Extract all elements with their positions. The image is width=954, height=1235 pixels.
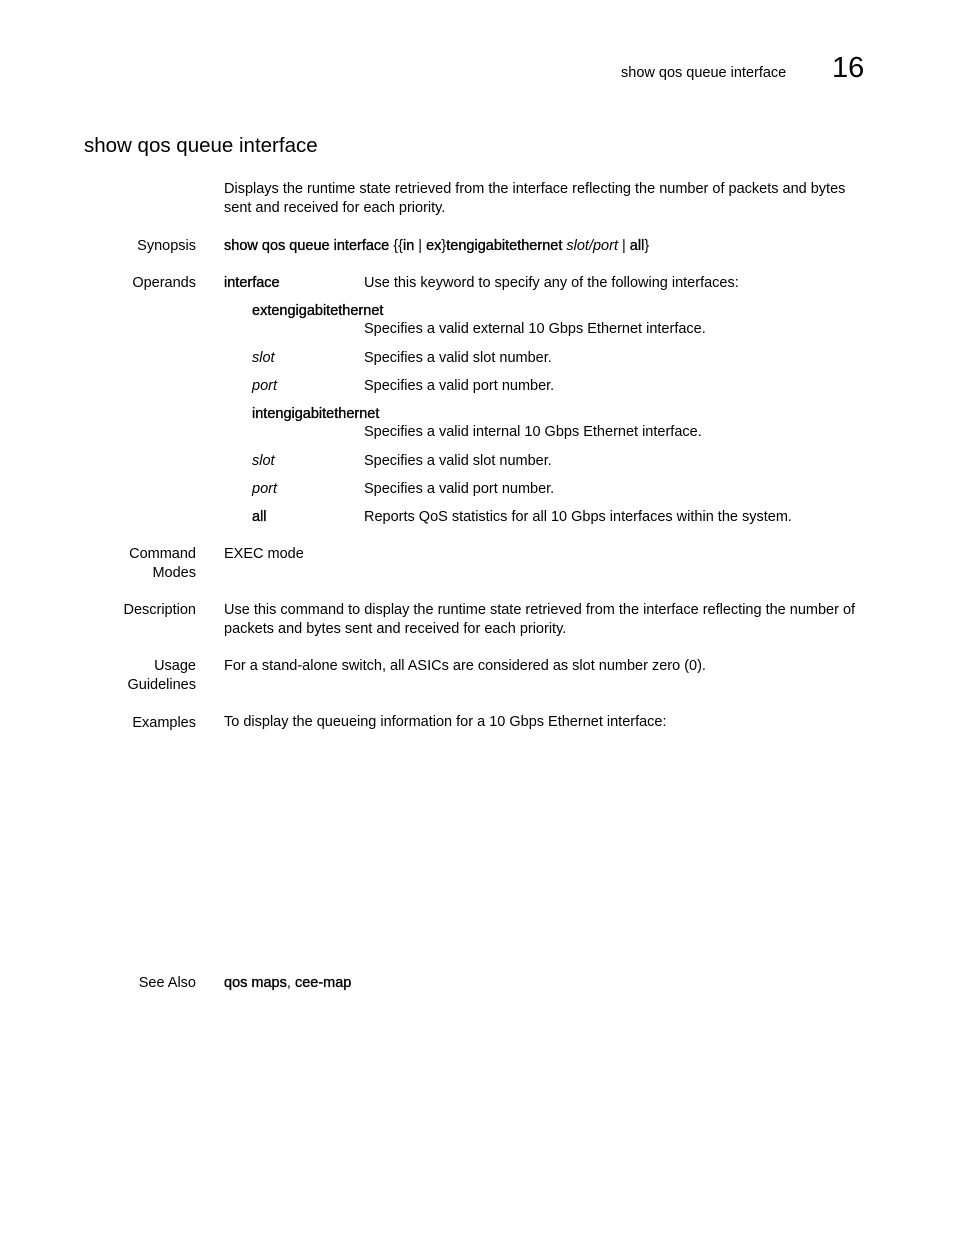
usage-label-line1: Usage: [154, 658, 196, 674]
see-also-separator: ,: [286, 975, 295, 991]
usage-label-line2: Guidelines: [127, 677, 196, 693]
synopsis-label: Synopsis: [137, 238, 196, 254]
operand-int-slot-desc: Specifies a valid slot number.: [364, 453, 552, 469]
synopsis-brace-open: {{: [389, 238, 403, 254]
operand-interface: interface: [224, 275, 280, 291]
synopsis-teng: tengigabitethernet: [446, 238, 563, 254]
operands-label: Operands: [132, 275, 196, 291]
operand-extengigabitethernet: extengigabitethernet: [252, 303, 384, 319]
synopsis-in: in: [402, 238, 415, 254]
operand-ext-port: port: [252, 378, 277, 394]
description-text: Use this command to display the runtime state retrieved from the interface reflecting the number of packets and bytes sent and received for each priority.: [224, 602, 856, 637]
examples-text: To display the queueing information for a 10 Gbps Ethernet interface:: [224, 714, 667, 730]
synopsis-pipe: |: [414, 238, 427, 254]
synopsis-command: [224, 237, 649, 256]
page-title: show qos queue interface: [84, 134, 318, 157]
command-modes-label: [129, 545, 196, 583]
see-also-label: See Also: [138, 975, 196, 991]
description-label: Description: [123, 602, 196, 618]
operand-ext-port-desc: Specifies a valid port number.: [364, 378, 555, 394]
synopsis-brace-mid: }: [441, 238, 447, 254]
operand-ext-desc: Specifies a valid external 10 Gbps Ethernet interface.: [364, 321, 706, 337]
see-also-link-qos-maps[interactable]: qos maps: [224, 975, 287, 991]
operand-all: all: [252, 509, 267, 525]
operand-all-desc: Reports QoS statistics for all 10 Gbps interfaces within the system.: [364, 509, 792, 525]
synopsis-cmd: show qos queue interface: [224, 238, 390, 254]
running-title: show qos queue interface: [621, 65, 787, 81]
usage-label: [127, 657, 196, 695]
operand-ext-slot-desc: Specifies a valid slot number.: [364, 350, 552, 366]
see-also-links: [224, 974, 351, 993]
command-modes-label-line2: Modes: [152, 565, 196, 581]
operand-int-desc: Specifies a valid internal 10 Gbps Ethernet interface.: [364, 424, 702, 440]
synopsis-ex: ex: [426, 238, 442, 254]
operand-interface-desc: Use this keyword to specify any of the following interfaces:: [364, 275, 739, 291]
usage-text: For a stand-alone switch, all ASICs are considered as slot number zero (0).: [224, 658, 706, 674]
synopsis-pipe: |: [617, 238, 630, 254]
operand-int-port: port: [252, 481, 277, 497]
command-modes-label-line1: Command: [129, 546, 196, 562]
synopsis-all: all: [629, 238, 645, 254]
operand-ext-slot: slot: [252, 350, 275, 366]
see-also-link-cee-map[interactable]: cee-map: [294, 975, 352, 991]
operand-int-slot: slot: [252, 453, 275, 469]
synopsis-brace-close: }: [644, 238, 650, 254]
examples-label: Examples: [132, 715, 196, 731]
operand-int-port-desc: Specifies a valid port number.: [364, 481, 555, 497]
chapter-number: 16: [832, 52, 865, 84]
operand-intengigabitethernet: intengigabitethernet: [252, 406, 380, 422]
intro-paragraph: Displays the runtime state retrieved from the interface reflecting the number of packets and bytes sent and received for each priority.: [224, 181, 846, 216]
command-modes-value: EXEC mode: [224, 546, 304, 562]
synopsis-slotport: slot/port: [562, 238, 618, 254]
